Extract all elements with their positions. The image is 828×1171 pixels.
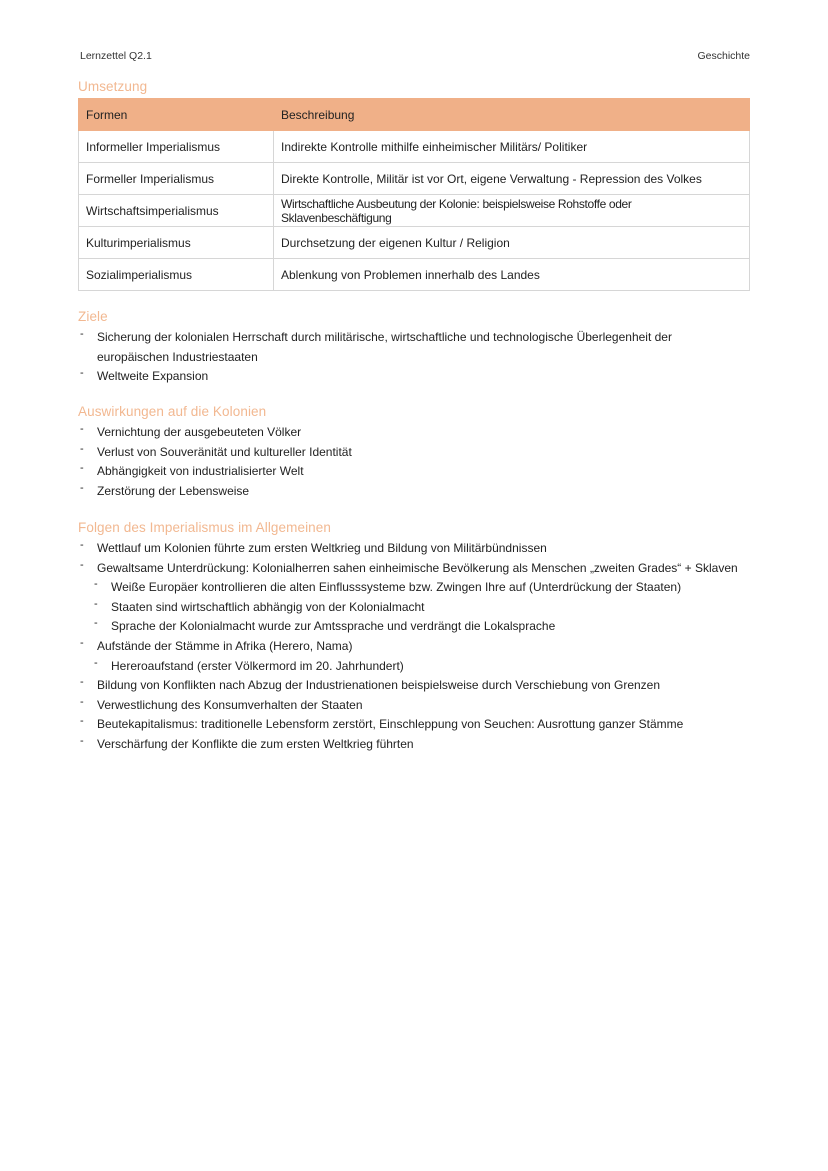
- table-row: [79, 195, 750, 227]
- sub-list-item: - Weiße Europäer kontrollieren die alten Einflusssysteme bzw. Zwingen Ihre auf (Unterdrückung der Staaten): [78, 578, 738, 598]
- table-cell-description: Direkte Kontrolle, Militär ist vor Ort, eigene Verwaltung - Repression des Volkes: [274, 163, 750, 195]
- list-item: - Zerstörung der Lebensweise: [78, 482, 738, 502]
- table-cell-form: Formeller Imperialismus: [79, 163, 274, 195]
- forms-table: [78, 98, 750, 291]
- table-row: [79, 227, 750, 259]
- column-header-formen: Formen: [79, 99, 274, 131]
- table-cell-description: Durchsetzung der eigenen Kultur / Religion: [274, 227, 750, 259]
- list-item: - Sicherung der kolonialen Herrschaft durch militärische, wirtschaftliche und technologische Überlegenheit der europäischen Industriestaaten: [78, 328, 738, 367]
- table-row: [79, 131, 750, 163]
- page-header: [80, 50, 750, 66]
- ziele-list: [78, 328, 738, 387]
- heading-umsetzung: Umsetzung: [78, 79, 148, 94]
- list-item: - Gewaltsame Unterdrückung: Kolonialherren sahen einheimische Bevölkerung als Menschen „zweiten Grades“ + Sklaven: [78, 559, 738, 579]
- list-item: - Vernichtung der ausgebeuteten Völker: [78, 423, 738, 443]
- list-item: - Bildung von Konflikten nach Abzug der Industrienationen beispielsweise durch Verschiebung von Grenzen: [78, 676, 738, 696]
- list-item: - Verlust von Souveränität und kultureller Identität: [78, 443, 738, 463]
- list-item: - Beutekapitalismus: traditionelle Lebensform zerstört, Einschleppung von Seuchen: Ausrottung ganzer Stämme: [78, 715, 738, 735]
- list-item: - Verwestlichung des Konsumverhalten der Staaten: [78, 696, 738, 716]
- folgen-list: [78, 539, 738, 755]
- heading-auswirkungen: Auswirkungen auf die Kolonien: [78, 404, 267, 419]
- sub-list-item: - Sprache der Kolonialmacht wurde zur Amtssprache und verdrängt die Lokalsprache: [78, 617, 738, 637]
- table-row: [79, 259, 750, 291]
- list-item: - Weltweite Expansion: [78, 367, 738, 387]
- table-row: [79, 163, 750, 195]
- header-course: Lernzettel Q2.1: [80, 50, 152, 62]
- header-subject: Geschichte: [697, 50, 750, 62]
- sub-list-item: - Staaten sind wirtschaftlich abhängig von der Kolonialmacht: [78, 598, 738, 618]
- heading-folgen: Folgen des Imperialismus im Allgemeinen: [78, 520, 332, 535]
- table-cell-form: Sozialimperialismus: [79, 259, 274, 291]
- list-item: - Verschärfung der Konflikte die zum ersten Weltkrieg führten: [78, 735, 738, 755]
- list-item: - Abhängigkeit von industrialisierter Welt: [78, 462, 738, 482]
- table-cell-description: Indirekte Kontrolle mithilfe einheimischer Militärs/ Politiker: [274, 131, 750, 163]
- column-header-beschreibung: Beschreibung: [274, 99, 750, 131]
- table-header-row: [79, 99, 750, 131]
- table-cell-description: Ablenkung von Problemen innerhalb des Landes: [274, 259, 750, 291]
- auswirkungen-list: [78, 423, 738, 501]
- table-cell-description: Wirtschaftliche Ausbeutung der Kolonie: beispielsweise Rohstoffe oder Sklavenbeschäftigung: [274, 195, 750, 227]
- heading-ziele: Ziele: [78, 309, 108, 324]
- list-item: - Wettlauf um Kolonien führte zum ersten Weltkrieg und Bildung von Militärbündnissen: [78, 539, 738, 559]
- table-cell-form: Informeller Imperialismus: [79, 131, 274, 163]
- sub-list-item: - Hereroaufstand (erster Völkermord im 20. Jahrhundert): [78, 657, 738, 677]
- table-cell-form: Kulturimperialismus: [79, 227, 274, 259]
- table-cell-form: Wirtschaftsimperialismus: [79, 195, 274, 227]
- list-item: - Aufstände der Stämme in Afrika (Herero, Nama): [78, 637, 738, 657]
